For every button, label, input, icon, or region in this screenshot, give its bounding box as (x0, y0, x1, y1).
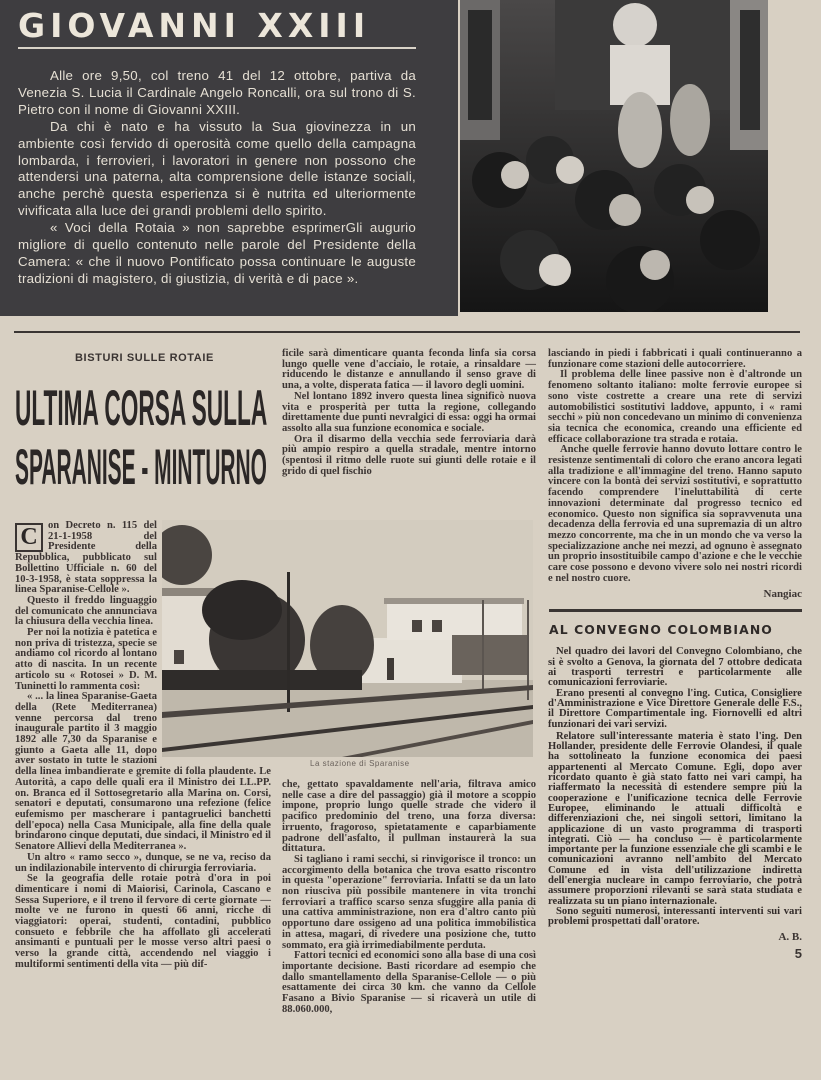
feature-title: GIOVANNI XXIII (18, 6, 371, 45)
article-paragraph: Nel lontano 1892 invero questa linea significò nuova vita e prosperità per tutta la regione, collegando direttamente due punti nevralgici di essa: oggi ha ormai assolto alla sua funzione economica e sociale. (282, 390, 536, 434)
convegno-text (548, 647, 802, 927)
article-paragraph: Questo il freddo linguaggio del comunicato che annunciava la chiusura della vecchia linea. (15, 594, 157, 628)
feature-text (18, 68, 416, 288)
article-kicker: BISTURI SULLE ROTAIE (75, 352, 214, 364)
article-paragraph: Ora il disarmo della vecchia sede ferroviaria darà più ampio respiro a quella stradale, mentre intorno (spentosi il ritmo delle ruote sui giunti delle rotaie e il grido di quel fischio (282, 433, 536, 477)
article-signature: Nangiac (763, 588, 802, 601)
article-paragraph: che, gettato spavaldamente nell'aria, filtrava amico nelle case a dire del passaggio) già il motore a scoppio impone, proprio lungo quelle strade che videro il pacifico predominio del treno, una forza diversa: irruento, fragoroso, spietatamente e caparbiamente padrone dell'asfalto, il pullman instaurerà la sua dittatura. (282, 779, 536, 855)
feature-paragraph: « Voci della Rotaia » non saprebbe esprimerGli augurio migliore di quello contenuto nelle parole del Presidente della Camera: « che il nuovo Pontificato possa continuare le auguste tradizioni di magistero, di giustizia, di verità e di pace ». (18, 220, 416, 286)
convegno-paragraph: Erano presenti al convegno l'ing. Cutica, Consigliere d'Amministrazione e Vice Direttore Generale delle F.S., il Direttore Compartimentale ing. Fiornovelli ed altri funzionari dei vari servizi. (548, 687, 802, 730)
article-paragraph: Per noi la notizia è patetica e non priva di tristezza, specie se andiamo col ricordo al lontano atto di nascita. In un recente articolo su « Rotosei » D. M. Tuninetti lo rammenta così: (15, 627, 157, 692)
article-paragraph: on Decreto n. 115 del 21-1-1958 del Presidente della Repubblica, pubblicato sul Bollettino Ufficiale n. 60 del 10-3-1958, è stata soppressa la linea Sparanise-Cellole ». (15, 520, 157, 596)
column-divider (549, 609, 802, 612)
headline-line-2: SPARANISE - MINTURNO (15, 439, 267, 495)
article-column-right (548, 349, 802, 961)
convegno-paragraph: Sono seguiti numerosi, interessanti interventi sui vari problemi prospettati dall'oratore. (548, 905, 802, 928)
article-paragraph: Se la geografia delle rotaie potrà d'ora in poi dimenticare i nomi di Maiorisi, Carinola, Cascano e Sessa Superiore, e il treno il fervore di certe giornate — molte ve ne furono in questi 66 anni, ricche di viaggiatori: operai, studenti, contadini, pubblico consueto e febbrile che ha affollato gli accelerati ansimanti e puntuali per le mosse verso altri paesi o verso la grande città, accendendo nel viaggio i multiformi sentimenti della vita — più dif- (15, 873, 271, 970)
article-paragraph: Anche quelle ferrovie hanno dovuto lottare contro le resistenze sentimentali di coloro che erano ancora legati alla tradizione e all'immagine del treno. Hanno saputo vincere con la bontà dei servizi sostitutivi, e soprattutto facendo comprendere l'ineluttabilità di certe innovazioni determinate dal progresso tecnico ed economico. Questo non significa sia sopravvenuta una decadenza della ferrovia ed una supremazia di un altro mezzo concorrente, ma che in un mondo che va verso la specializzazione anche nei mezzi, ad ognuno è assegnato un proprio insostituibile campo d'azione e che le vecchie care cose possono e devono vivere solo nei nostri ricordi e nel nostro cuore. (548, 444, 802, 584)
headline-line-1: ULTIMA CORSA SULLA (15, 380, 268, 436)
feature-paragraph: Da chi è nato e ha vissuto la Sua giovinezza in un ambiente così fervido di operosità come quello della campagna lombarda, i ferrovieri, i lavoratori in genere non possono che attendersi una paterna, alta comprensione delle istanze sociali, anche perchè questa esperienza si è nutrita ed ulteriormente vivificata alla luce dei grandi problemi dello spirito. (18, 118, 416, 219)
convegno-title: AL CONVEGNO COLOMBIANO (549, 622, 773, 638)
article-paragraph: Fattori tecnici ed economici sono alla base di una così importante decisione. Basti ricordare ad esempio che dallo smantellamento della Sparanise-Cellole — o più esattamente dei circa 30 km. che vanno da Cellole Fasano a Bivio Sparanise — si ricaverà un utile di 88.060.000, (282, 950, 536, 1015)
article-paragraph: Il problema delle linee passive non è d'altronde un fenomeno soltanto italiano: molte ferrovie europee si sono viste costrette a creare una rete di servizi automobilistici sostitutivi laddove, appunto, i « rami secchi » più non concedevano un minimo di convenienza sia tecnica che economica, creando una efficiente ed efficace collaborazione tra strada e rotaia. (548, 369, 802, 445)
convegno-signature: A. B. (778, 931, 802, 944)
photo-pope-at-train (460, 0, 768, 312)
page-number: 5 (794, 946, 802, 962)
photo-caption: La stazione di Sparanise (310, 759, 410, 768)
article-paragraph: Si tagliano i rami secchi, si rinvigorisce il tronco: un accorgimento della botanica che trova esatto riscontro in questa "operazione" ferroviaria. Infatti se da un lato non riusciva più possibile mantenere in vita tronchi ferroviari a traffico scarso senza sfuggire alla pania di una cattiva amministrazione, non era d'altro canto più opportuno dare ossigeno ad una politica immobilistica in attesa, magari, di rivedere una posizione che, tutto sommato, era già irrimediabilmente perduta. (282, 853, 536, 951)
article-paragraph: « ... la linea Sparanise-Gaeta della (Rete Mediterranea) venne percorsa dal treno inaugurale partito il 3 maggio 1892 alle 7,30 da Sparanise e giunto a Gaeta alle 11, dopo aver sostato in tutte le stazioni della linea imbandierate e gremite di folla plaudente. Le Autorità, a capo delle quali era il Ministro dei LL.PP. on. Branca ed il Sottosegretario alla Marina on. Corsi, senatori e deputati, consumarono una refezione (felice eufemismo per mascherare i pantagruelici banchetti dell'epoca) nella Casa Municipale, alla fine della quale brindarono cinque deputati, due sindaci, il Ministro ed il Senatore Allievi della Mediterranea ». (15, 691, 271, 853)
convegno-paragraph: Nel quadro dei lavori del Convegno Colombiano, che si è svolto a Genova, la giornata del 7 ottobre dedicata ai trasporti terrestri e particolarmente alle comunicazioni ferroviarie. (548, 646, 802, 689)
drop-cap: C (15, 523, 43, 552)
article-column-middle-bottom (282, 780, 536, 1015)
title-rule (18, 47, 416, 49)
convegno-paragraph: Relatore sull'interessante materia è stato l'ing. Den Hollander, presidente delle Ferrovie Olandesi, il quale ha sottolineato la funzione economica dei paesi appartenenti al Mercato Comune. Egli, dopo aver ricordato quanto è già stato fatto nei vari campi, ha riaffermato la necessità di estendere sempre più la cooperazione e l'unificazione tecnica delle Ferrovie Europee, eliminando le attuali difficoltà e differenziazioni che, nei singoli settori, limitano la applicazione di un vasto programma di trasporti integrati. Ciò — ha concluso — è particolarmente importante per la funzione essenziale che gli scambi e le comunicazioni avranno nell'ambito del Mercato Comune ed in vista dell'utilizzazione indiretta dell'energia nucleare in campo ferroviario, che potrà assumere proporzioni rilevanti se sarà stata studiata e realizzata su un piano internazionale. (548, 730, 802, 907)
section-divider (14, 331, 800, 333)
article-paragraph: lasciando in piedi i fabbricati i quali continueranno a funzionare come stazioni delle autocorriere. (548, 348, 802, 370)
article-paragraph: ficile sarà dimenticare quanta feconda linfa sia corsa lungo quelle vene d'acciaio, le rotaie, a rinsaldare — riducendo le distanze e annullando il senso grave di una, a volte, disperata fatica — il lavoro degli uomini. (282, 348, 536, 392)
feature-paragraph: Alle ore 9,50, col treno 41 del 12 ottobre, partiva da Venezia S. Lucia il Cardinale Angelo Roncalli, ora sul trono di S. Pietro con il nome di Giovanni XXIII. (18, 68, 416, 117)
article-paragraph: Un altro « ramo secco », dunque, se ne va, reciso da un indilazionabile intervento di chirurgia ferroviaria. (15, 851, 271, 874)
photo-sparanise-station (162, 520, 533, 757)
article-column-middle-top (282, 349, 536, 477)
